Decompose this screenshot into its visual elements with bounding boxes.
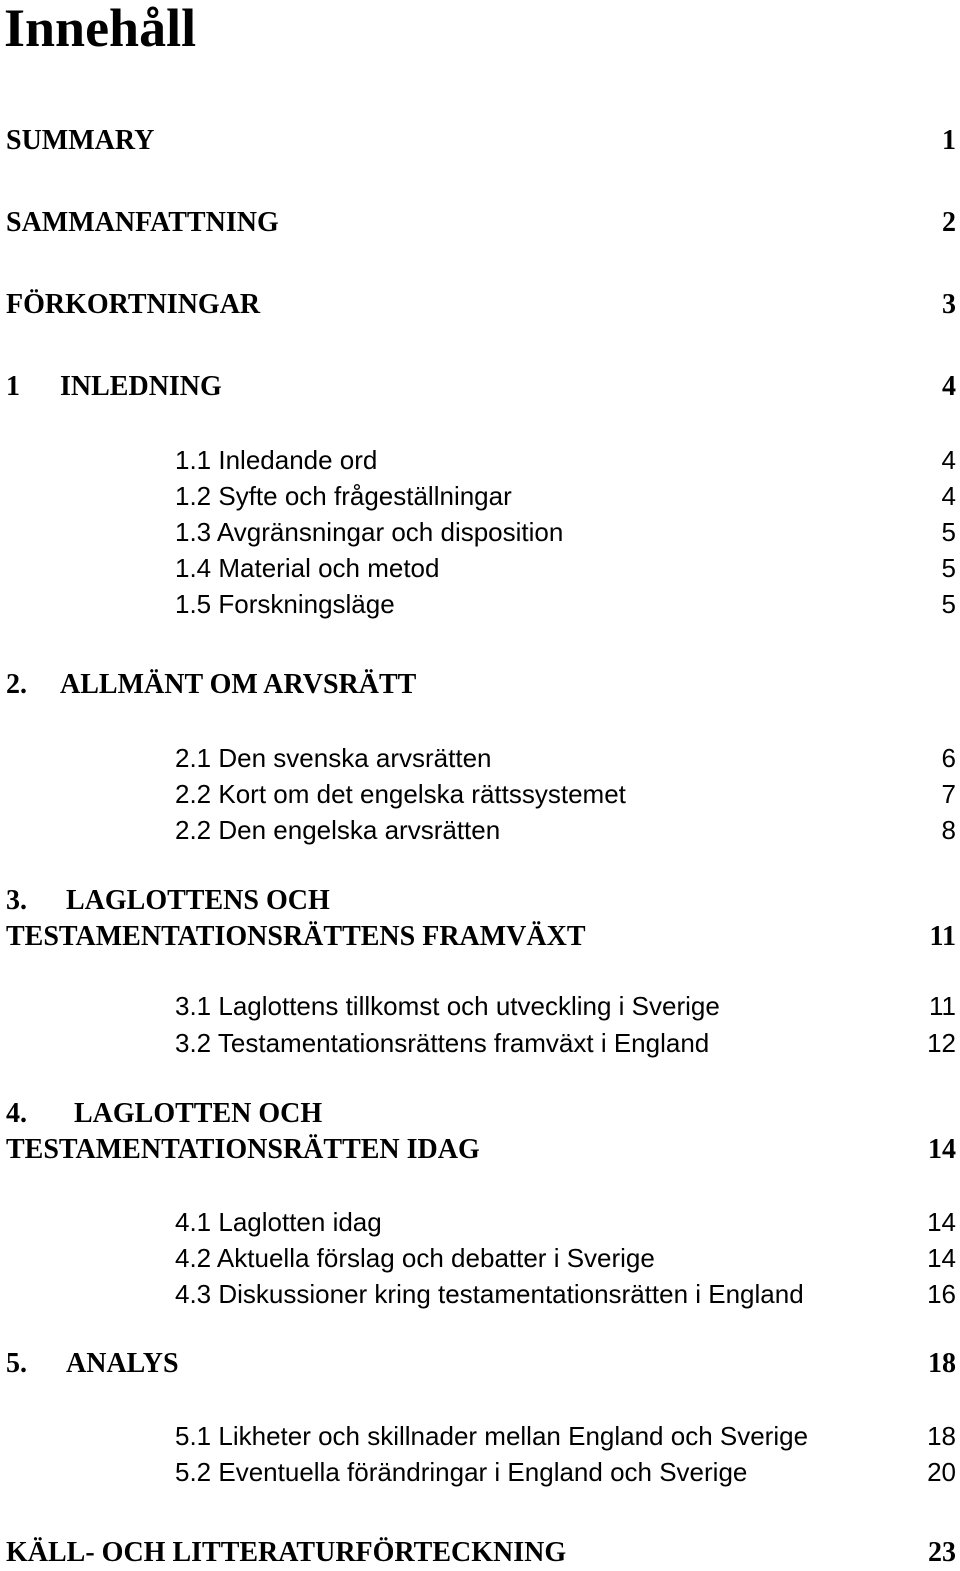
toc-subentry-label: 5.1 Likheter och skillnader mellan England och Sverige xyxy=(175,1421,809,1451)
toc-subentry[interactable] xyxy=(175,1418,960,1454)
toc-page-number: 12 xyxy=(927,1028,956,1058)
toc-subentry[interactable] xyxy=(175,1240,960,1276)
toc-heading-label: ANALYS xyxy=(66,1348,179,1379)
toc-subentry-label: 1.2 Syfte och frågeställningar xyxy=(175,481,512,511)
toc-heading-label-line2: TESTAMENTATIONSRÄTTEN IDAG xyxy=(6,1134,480,1165)
toc-subentry-label: 1.4 Material och metod xyxy=(175,553,440,583)
toc-subentry-label: 2.2 Den engelska arvsrätten xyxy=(175,815,501,845)
toc-subentry[interactable] xyxy=(175,1454,960,1490)
toc-page-number: 5 xyxy=(941,589,956,619)
toc-section-number: 2. xyxy=(6,669,27,700)
toc-subentry[interactable] xyxy=(175,1025,960,1061)
toc-heading-label: KÄLL- OCH LITTERATURFÖRTECKNING xyxy=(6,1537,567,1568)
toc-heading-allmant-om-arvsratt[interactable] xyxy=(6,667,960,703)
toc-page-number: 2 xyxy=(942,207,956,238)
toc-page-number: 18 xyxy=(927,1421,956,1451)
toc-subentry-label: 4.2 Aktuella förslag och debatter i Sverige xyxy=(175,1243,655,1273)
toc-heading-label-line2: TESTAMENTATIONSRÄTTENS FRAMVÄXT xyxy=(6,921,586,952)
toc-subentry[interactable] xyxy=(175,1204,960,1240)
toc-heading-kallforteckning[interactable] xyxy=(6,1535,960,1571)
toc-heading-laglotten-idag[interactable] xyxy=(6,1096,960,1165)
toc-page-number: 6 xyxy=(941,743,956,773)
toc-subentry-label: 2.1 Den svenska arvsrätten xyxy=(175,743,492,773)
toc-heading-laglottens-framvaxt[interactable] xyxy=(6,883,960,952)
toc-page-number: 4 xyxy=(942,371,956,402)
toc-page-number: 3 xyxy=(942,289,956,320)
toc-page-number: 14 xyxy=(927,1243,956,1273)
toc-heading-label: FÖRKORTNINGAR xyxy=(6,289,261,320)
toc-subentry[interactable] xyxy=(175,550,960,586)
toc-page-number: 23 xyxy=(928,1537,956,1568)
toc-page-number: 16 xyxy=(927,1279,956,1309)
toc-page-number: 5 xyxy=(941,517,956,547)
toc-subentry-label: 4.1 Laglotten idag xyxy=(175,1207,382,1237)
toc-heading-label: ALLMÄNT OM ARVSRÄTT xyxy=(60,669,417,700)
page-title: Innehåll xyxy=(4,0,197,58)
toc-subentry[interactable] xyxy=(175,442,960,478)
toc-subentry[interactable] xyxy=(175,586,960,622)
toc-heading-label-line1: LAGLOTTEN OCH xyxy=(74,1098,323,1129)
toc-heading-label-line1: LAGLOTTENS OCH xyxy=(66,885,330,916)
toc-subentry-label: 3.1 Laglottens tillkomst och utveckling i Sverige xyxy=(175,991,720,1021)
toc-page-number: 11 xyxy=(929,991,956,1021)
toc-page-number: 14 xyxy=(928,1134,956,1165)
toc-page-number: 20 xyxy=(927,1457,956,1487)
toc-page-number: 14 xyxy=(927,1207,956,1237)
toc-subentry-label: 1.3 Avgränsningar och disposition xyxy=(175,517,564,547)
toc-subentry-label: 4.3 Diskussioner kring testamentationsrätten i England xyxy=(175,1279,804,1309)
toc-heading-label: SAMMANFATTNING xyxy=(6,207,279,238)
toc-subentry[interactable] xyxy=(175,740,960,776)
toc-subentry-label: 5.2 Eventuella förändringar i England och Sverige xyxy=(175,1457,748,1487)
toc-heading-label: INLEDNING xyxy=(60,371,222,402)
toc-page-number: 4 xyxy=(941,481,956,511)
toc-heading-label: SUMMARY xyxy=(6,125,155,156)
toc-section-number: 3. xyxy=(6,885,27,916)
toc-page-number: 8 xyxy=(941,815,956,845)
toc-page-number: 5 xyxy=(941,553,956,583)
toc-subentry[interactable] xyxy=(175,812,960,848)
toc-subentry[interactable] xyxy=(175,776,960,812)
toc-subentry[interactable] xyxy=(175,478,960,514)
toc-heading-inledning[interactable] xyxy=(6,369,960,405)
toc-page-number: 1 xyxy=(942,125,956,156)
toc-heading-summary[interactable] xyxy=(6,123,960,159)
toc-heading-forkortningar[interactable] xyxy=(6,287,960,323)
toc-section-number: 4. xyxy=(6,1098,27,1129)
toc-page-number: 18 xyxy=(928,1348,956,1379)
toc-heading-sammanfattning[interactable] xyxy=(6,205,960,241)
toc-page-number: 11 xyxy=(929,921,956,952)
toc-section-number: 5. xyxy=(6,1348,27,1379)
toc-subentry-label: 3.2 Testamentationsrättens framväxt i England xyxy=(175,1028,710,1058)
toc-section-number: 1 xyxy=(6,371,20,402)
toc-subentry[interactable] xyxy=(175,988,960,1024)
toc-subentry-label: 2.2 Kort om det engelska rättssystemet xyxy=(175,779,626,809)
toc-subentry[interactable] xyxy=(175,514,960,550)
toc-heading-analys[interactable] xyxy=(6,1346,960,1382)
toc-page-number: 7 xyxy=(941,779,956,809)
toc-subentry-label: 1.1 Inledande ord xyxy=(175,445,378,475)
toc-page-number: 4 xyxy=(941,445,956,475)
toc-subentry-label: 1.5 Forskningsläge xyxy=(175,589,395,619)
toc-subentry[interactable] xyxy=(175,1276,960,1312)
